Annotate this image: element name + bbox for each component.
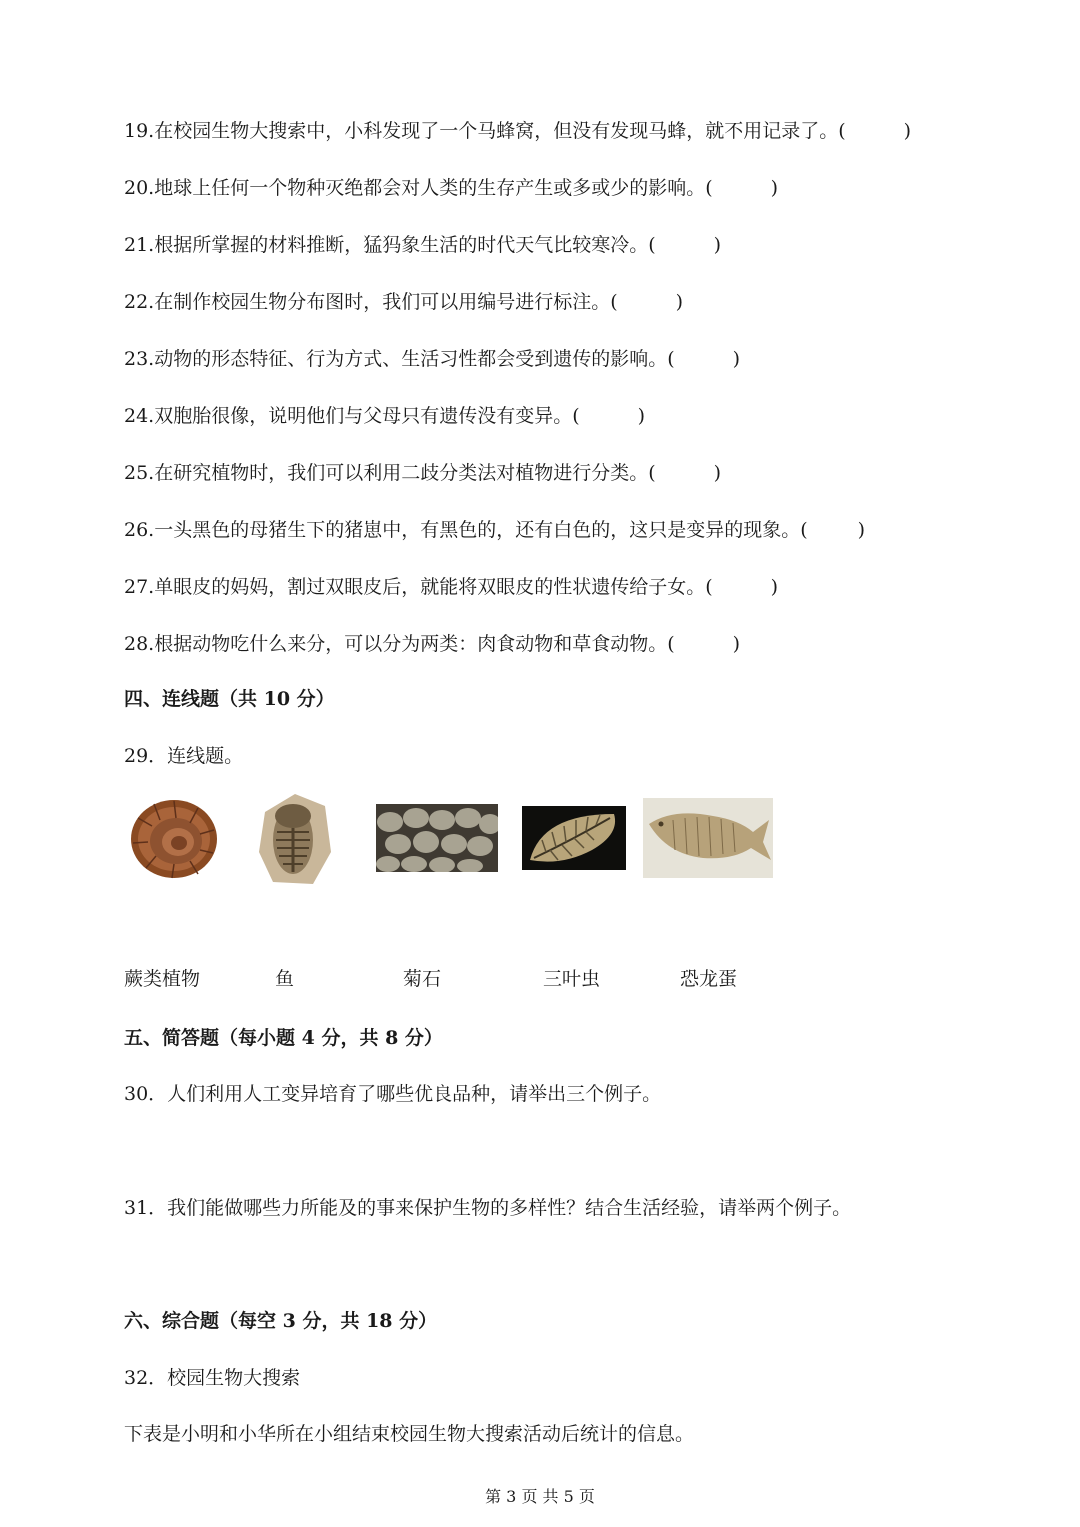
match-label-ammonite: 菊石 bbox=[403, 968, 442, 990]
question-27: 27.单眼皮的妈妈，割过双眼皮后，就能将双眼皮的性状遗传给子女。( ) bbox=[124, 576, 779, 598]
question-29: 29．连线题。 bbox=[124, 745, 244, 767]
match-label-dinosaur-egg: 恐龙蛋 bbox=[680, 968, 738, 990]
question-20: 20.地球上任何一个物种灭绝都会对人类的生存产生或多或少的影响。( ) bbox=[124, 177, 779, 199]
question-19: 19.在校园生物大搜索中，小科发现了一个马蜂窝，但没有发现马蜂，就不用记录了。( ) bbox=[124, 120, 912, 142]
question-30: 30．人们利用人工变异培育了哪些优良品种，请举出三个例子。 bbox=[124, 1083, 662, 1105]
fish-fossil-image bbox=[643, 798, 773, 878]
question-32-intro: 下表是小明和小华所在小组结束校园生物大搜索活动后统计的信息。 bbox=[124, 1423, 695, 1445]
ammonite-image bbox=[128, 798, 220, 880]
page-number: 第 3 页 共 5 页 bbox=[485, 1487, 595, 1506]
question-26: 26.一头黑色的母猪生下的猪崽中，有黑色的，还有白色的，这只是变异的现象。( ) bbox=[124, 519, 866, 541]
question-22: 22.在制作校园生物分布图时，我们可以用编号进行标注。( ) bbox=[124, 291, 684, 313]
question-21: 21.根据所掌握的材料推断，猛犸象生活的时代天气比较寒冷。( ) bbox=[124, 234, 722, 256]
match-label-fern: 蕨类植物 bbox=[124, 968, 201, 990]
section-4-title: 四、连线题（共 10 分） bbox=[124, 688, 335, 710]
question-28: 28.根据动物吃什么来分，可以分为两类：肉食动物和草食动物。( ) bbox=[124, 633, 741, 655]
question-24: 24.双胞胎很像，说明他们与父母只有遗传没有变异。( ) bbox=[124, 405, 646, 427]
match-label-fish: 鱼 bbox=[275, 968, 295, 990]
section-6-title: 六、综合题（每空 3 分，共 18 分） bbox=[124, 1310, 438, 1332]
question-31: 31．我们能做哪些力所能及的事来保护生物的多样性？结合生活经验，请举两个例子。 bbox=[124, 1197, 852, 1219]
question-23: 23.动物的形态特征、行为方式、生活习性都会受到遗传的影响。( ) bbox=[124, 348, 741, 370]
section-5-title: 五、简答题（每小题 4 分，共 8 分） bbox=[124, 1027, 443, 1049]
match-label-trilobite: 三叶虫 bbox=[543, 968, 601, 990]
fern-fossil-image bbox=[522, 806, 626, 870]
question-25: 25.在研究植物时，我们可以利用二歧分类法对植物进行分类。( ) bbox=[124, 462, 722, 484]
question-32: 32．校园生物大搜索 bbox=[124, 1367, 301, 1389]
dinosaur-eggs-image bbox=[376, 804, 498, 872]
trilobite-image bbox=[255, 792, 333, 887]
